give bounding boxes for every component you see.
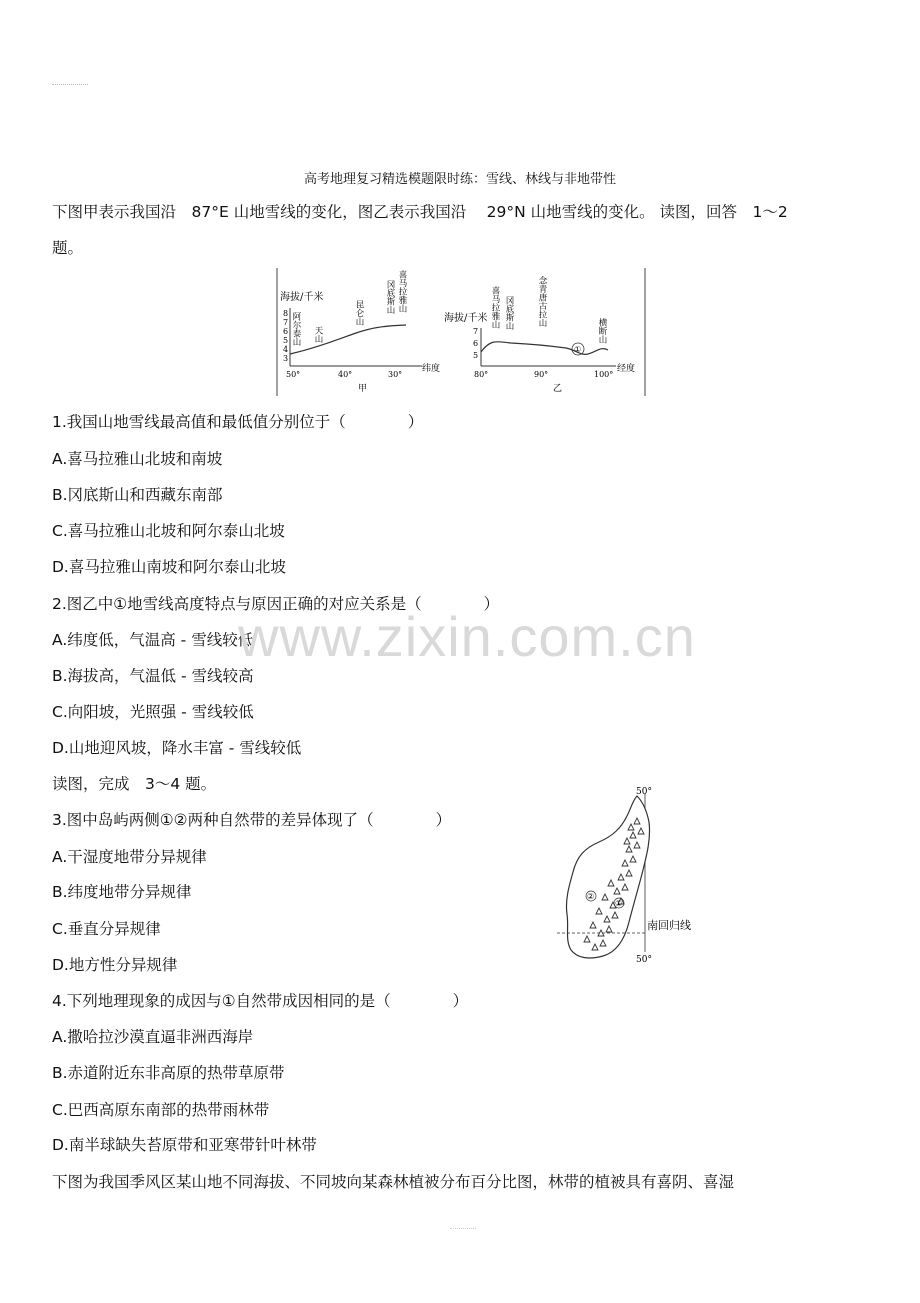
jia-ytick: 7 — [283, 318, 289, 327]
q3-option-c: C.垂直分异规律 — [52, 920, 161, 938]
q1-option-c: C.喜马拉雅山北坡和阿尔泰山北坡 — [52, 522, 285, 540]
yi-xlabel: 经度 — [617, 364, 636, 374]
page-title: 高考地理复习精选模题限时练：雪线、林线与非地带性 — [303, 172, 616, 187]
jia-ytick: 6 — [283, 327, 289, 336]
tropic-label: 南回归线 — [647, 919, 691, 932]
jia-ytick: 8 — [283, 309, 289, 318]
lon-top-label: 50° — [636, 787, 652, 797]
q1-option-d: D.喜马拉雅山南坡和阿尔泰山北坡 — [52, 558, 286, 576]
yi-mountain-label: 喜马拉雅山 — [490, 286, 500, 329]
q2-option-c: C.向阳坡，光照强 - 雪线较低 — [52, 703, 254, 721]
next-intro: 下图为我国季风区某山地不同海拔、不同坡向某森林植被分布百分比图，林带的植被具有喜阴、喜湿 — [52, 1173, 735, 1191]
yi-mountain-label: 冈底斯山 — [504, 296, 514, 330]
yi-xtick: 90° — [534, 370, 549, 379]
yi-ytick: 6 — [473, 339, 479, 348]
q4-stem: 4.下列地理现象的成因与①自然带成因相同的是（ ） — [52, 992, 469, 1010]
watermark: www.zixin.com.cn — [238, 605, 696, 668]
yi-ytick: 7 — [473, 327, 479, 336]
q3-option-a: A.干湿度地带分异规律 — [52, 848, 207, 866]
island-outline — [566, 796, 649, 958]
q3-stem: 3.图中岛屿两侧①②两种自然带的差异体现了（ ） — [52, 811, 452, 829]
jia-mountain-label: 喜马拉雅山 — [397, 270, 407, 313]
q1-option-a: A.喜马拉雅山北坡和南坡 — [52, 450, 223, 468]
q4-option-b: B.赤道附近东非高原的热带草原带 — [52, 1064, 285, 1082]
q1-option-b: B.冈底斯山和西藏东南部 — [52, 486, 223, 504]
jia-mountain-label: 冈底斯山 — [385, 280, 395, 314]
jia-mountain-label: 天山 — [313, 326, 323, 343]
jia-ytick: 5 — [283, 336, 289, 345]
jia-caption: 甲 — [358, 384, 368, 394]
chart-yi — [444, 275, 635, 394]
yi-snowline — [481, 342, 608, 355]
q2-option-b: B.海拔高，气温低 - 雪线较高 — [52, 667, 254, 685]
jia-xtick: 50° — [286, 370, 301, 379]
q3-option-d: D.地方性分异规律 — [52, 956, 178, 974]
snowline-figure — [276, 268, 648, 398]
q4-option-d: D.南半球缺失苔原带和亚寒带针叶林带 — [52, 1136, 317, 1154]
lon-bottom-label: 50° — [636, 955, 652, 965]
yi-xtick: 100° — [594, 370, 614, 379]
intro-line-2: 题。 — [52, 239, 84, 257]
q4-option-c: C.巴西高原东南部的热带雨林带 — [52, 1101, 270, 1119]
jia-xtick: 40° — [338, 370, 353, 379]
q2-option-d: D.山地迎风坡，降水丰富 - 雪线较低 — [52, 739, 302, 757]
q1-stem: 1.我国山地雪线最高值和最低值分别位于（ ） — [52, 413, 424, 431]
jia-ytick: 4 — [283, 345, 289, 354]
intro-line-1: 下图甲表示我国沿 87°E 山地雪线的变化，图乙表示我国沿 29°N 山地雪线的变化。 读图，回答 1～2 — [52, 203, 788, 221]
yi-xtick: 80° — [474, 370, 489, 379]
jia-ylabel: 海拔/千米 — [280, 292, 324, 303]
footer-dots — [450, 1228, 476, 1229]
jia-mountain-label: 昆仑山 — [354, 300, 364, 326]
jia-snowline — [290, 325, 406, 354]
yi-mountain-label: 念青唐古拉山 — [537, 276, 547, 327]
q4-option-a: A.撒哈拉沙漠直逼非洲西海岸 — [52, 1028, 254, 1046]
jia-xtick: 30° — [388, 370, 403, 379]
header-dots — [52, 84, 88, 85]
read-instruction: 读图，完成 3～4 题。 — [52, 775, 217, 793]
yi-caption: 乙 — [553, 384, 563, 394]
island-map — [555, 782, 715, 972]
q3-option-b: B.纬度地带分异规律 — [52, 883, 192, 901]
jia-ytick: 3 — [283, 354, 289, 363]
jia-mountain-label: 阿尔泰山 — [291, 312, 301, 346]
mark-1: ① — [615, 899, 623, 908]
yi-mountain-label: 横断山 — [597, 318, 607, 344]
yi-ytick: 5 — [473, 351, 479, 360]
yi-marker: ① — [574, 345, 582, 354]
mark-2: ② — [587, 892, 595, 901]
q2-option-a: A.纬度低，气温高 - 雪线较低 — [52, 631, 254, 649]
jia-xlabel: 纬度 — [422, 364, 441, 374]
yi-ylabel: 海拔/千米 — [444, 313, 488, 324]
chart-jia — [280, 269, 440, 394]
q2-stem: 2.图乙中①地雪线高度特点与原因正确的对应关系是（ ） — [52, 595, 500, 613]
